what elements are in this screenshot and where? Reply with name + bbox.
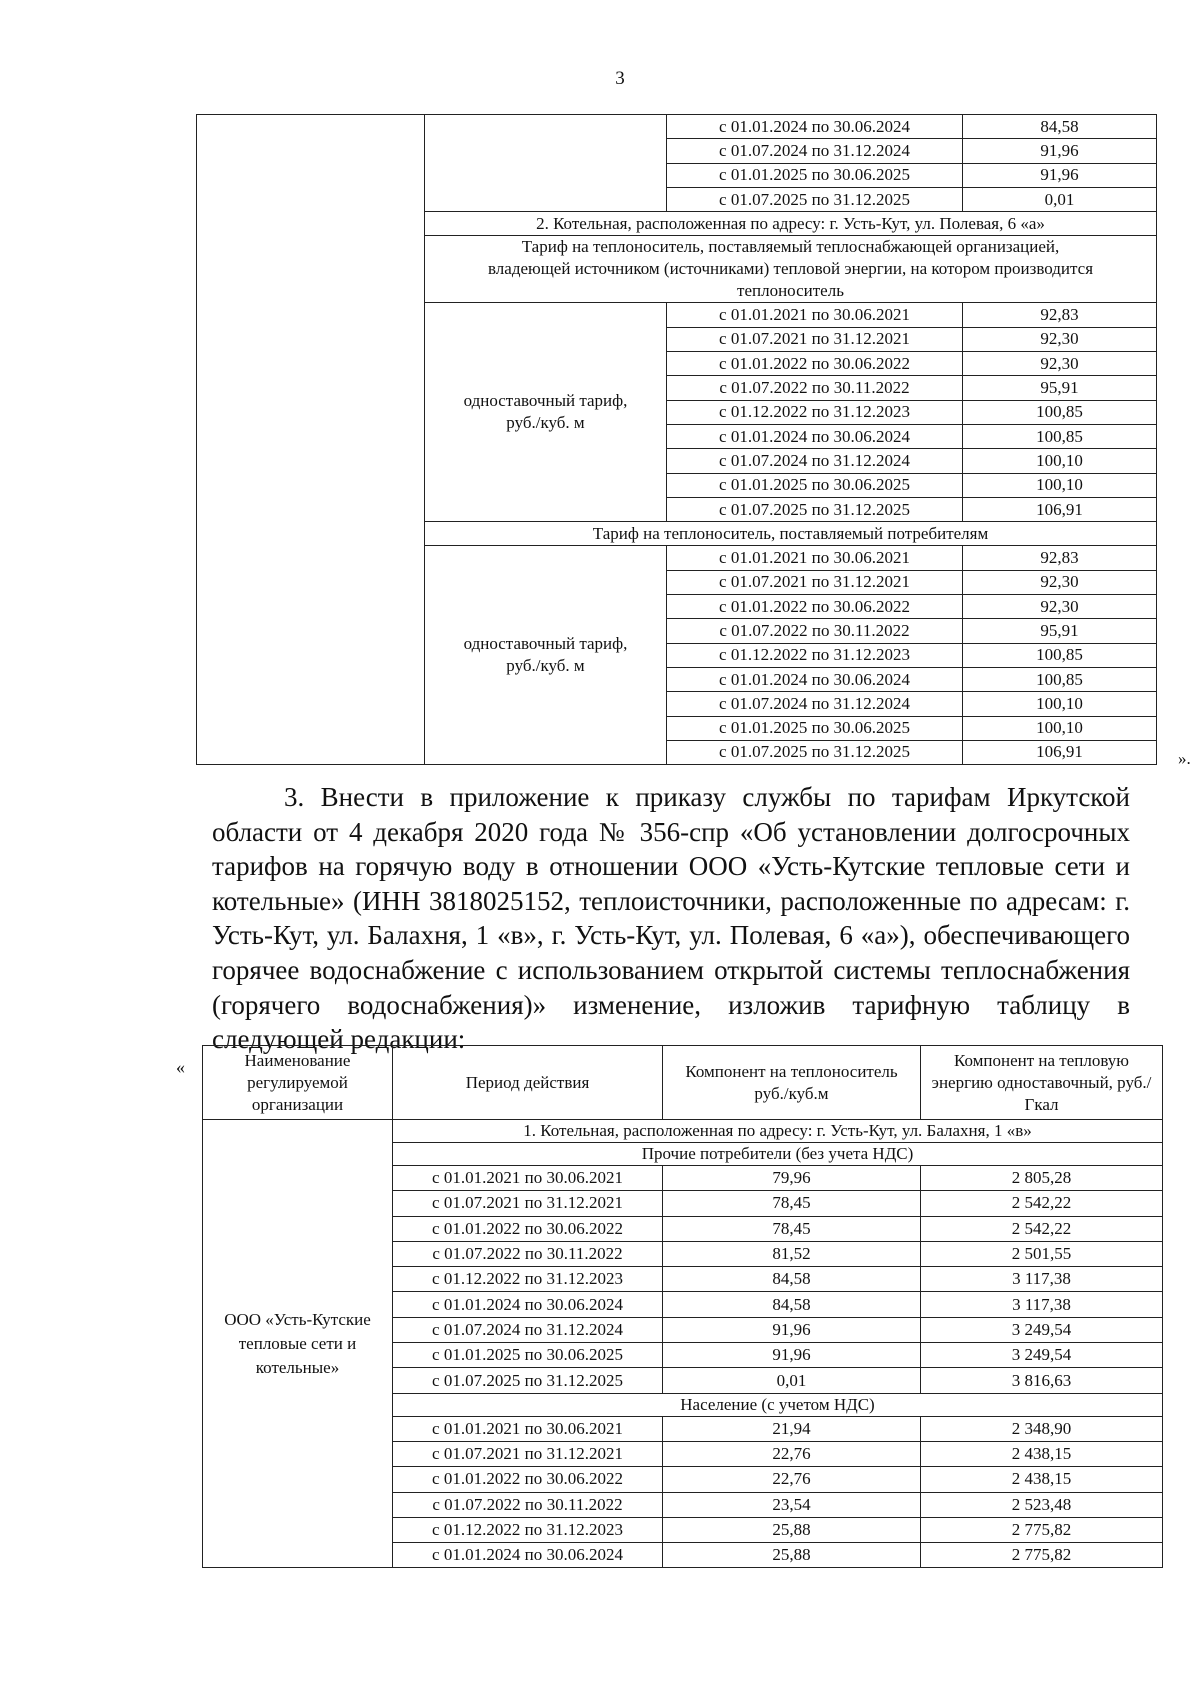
value-cell: 100,10 xyxy=(963,692,1157,716)
hot-water-tariff-table xyxy=(202,1045,1163,1568)
period-cell: с 01.12.2022 по 31.12.2023 xyxy=(393,1517,663,1542)
period-cell: с 01.01.2025 по 30.06.2025 xyxy=(667,473,963,497)
opening-quote: « xyxy=(176,1057,185,1077)
value-cell: 100,85 xyxy=(963,400,1157,424)
carrier-cell: 78,45 xyxy=(663,1191,921,1216)
energy-cell: 2 501,55 xyxy=(921,1241,1163,1266)
value-cell: 91,96 xyxy=(963,139,1157,163)
carrier-cell: 25,88 xyxy=(663,1543,921,1568)
value-cell: 92,30 xyxy=(963,352,1157,376)
value-cell: 100,85 xyxy=(963,643,1157,667)
value-cell: 92,30 xyxy=(963,570,1157,594)
carrier-cell: 81,52 xyxy=(663,1241,921,1266)
value-cell: 84,58 xyxy=(963,115,1157,139)
org-name-cell: ООО «Усть-Кутские тепловые сети и котельные» xyxy=(203,1120,393,1568)
value-cell: 100,85 xyxy=(963,424,1157,448)
period-cell: с 01.12.2022 по 31.12.2023 xyxy=(393,1267,663,1292)
tariff-table-continued xyxy=(196,114,1157,765)
group-2-title: Население (с учетом НДС) xyxy=(393,1393,1163,1416)
carrier-cell: 78,45 xyxy=(663,1216,921,1241)
period-cell: с 01.07.2021 по 31.12.2021 xyxy=(667,327,963,351)
period-cell: с 01.01.2024 по 30.06.2024 xyxy=(393,1292,663,1317)
carrier-cell: 22,76 xyxy=(663,1467,921,1492)
carrier-cell: 23,54 xyxy=(663,1492,921,1517)
paragraph-3 xyxy=(212,780,1130,1057)
value-cell: 100,85 xyxy=(963,667,1157,691)
energy-cell: 3 117,38 xyxy=(921,1292,1163,1317)
carrier-cell: 91,96 xyxy=(663,1343,921,1368)
period-cell: с 01.07.2022 по 30.11.2022 xyxy=(667,619,963,643)
value-cell: 92,83 xyxy=(963,546,1157,570)
energy-cell: 2 523,48 xyxy=(921,1492,1163,1517)
period-cell: с 01.07.2024 по 31.12.2024 xyxy=(393,1317,663,1342)
period-cell: с 01.07.2025 по 31.12.2025 xyxy=(393,1368,663,1393)
energy-cell: 2 542,22 xyxy=(921,1216,1163,1241)
energy-cell: 2 542,22 xyxy=(921,1191,1163,1216)
period-cell: с 01.01.2022 по 30.06.2022 xyxy=(667,595,963,619)
period-cell: с 01.07.2022 по 30.11.2022 xyxy=(667,376,963,400)
value-cell: 106,91 xyxy=(963,740,1157,764)
value-cell: 95,91 xyxy=(963,376,1157,400)
carrier-cell: 79,96 xyxy=(663,1166,921,1191)
energy-cell: 2 348,90 xyxy=(921,1416,1163,1441)
value-cell: 92,30 xyxy=(963,595,1157,619)
table-header-row xyxy=(203,1046,1163,1120)
header-period: Период действия xyxy=(393,1046,663,1120)
blank-org-cell xyxy=(197,115,425,765)
period-cell: с 01.01.2024 по 30.06.2024 xyxy=(667,424,963,448)
period-cell: с 01.01.2025 по 30.06.2025 xyxy=(667,163,963,187)
carrier-cell: 0,01 xyxy=(663,1368,921,1393)
period-cell: с 01.07.2025 по 31.12.2025 xyxy=(667,740,963,764)
period-cell: с 01.12.2022 по 31.12.2023 xyxy=(667,400,963,424)
period-cell: с 01.07.2021 по 31.12.2021 xyxy=(393,1191,663,1216)
value-cell: 100,10 xyxy=(963,449,1157,473)
value-cell: 91,96 xyxy=(963,163,1157,187)
header-org: Наименование регулируемой организации xyxy=(203,1046,393,1120)
energy-cell: 2 805,28 xyxy=(921,1166,1163,1191)
period-cell: с 01.01.2021 по 30.06.2021 xyxy=(667,546,963,570)
value-cell: 0,01 xyxy=(963,187,1157,211)
energy-cell: 3 117,38 xyxy=(921,1267,1163,1292)
period-cell: с 01.01.2021 по 30.06.2021 xyxy=(667,303,963,327)
section-2-title: 2. Котельная, расположенная по адресу: г. Усть-Кут, ул. Полевая, 6 «а» xyxy=(425,212,1157,236)
blank-label-cell xyxy=(425,115,667,212)
closing-quote: ». xyxy=(1178,749,1191,768)
period-cell: с 01.01.2024 по 30.06.2024 xyxy=(667,115,963,139)
block-2-header: Тариф на теплоноситель, поставляемый потребителям xyxy=(425,522,1157,546)
value-cell: 100,10 xyxy=(963,716,1157,740)
value-cell: 100,10 xyxy=(963,473,1157,497)
period-cell: с 01.01.2024 по 30.06.2024 xyxy=(393,1543,663,1568)
paragraph-3-text: 3. Внести в приложение к приказу службы по тарифам Иркутской области от 4 декабря 2020 года № 356-спр «Об установлении долгосрочных тарифов на горячую воду в отношении ООО «Усть-Кутские тепловые сети и котельные» (ИНН 3818025152, теплоисточники, расположенные по адресам: г. Усть-Кут, ул. Балахня, 1 «в», г. Усть-Кут, ул. Полевая, 6 «а»), обеспечивающего горячее водоснабжение с использованием открытой системы теплоснабжения (горячего водоснабжения)» изменение, изложив тарифную таблицу в следующей редакции: xyxy=(212,782,1130,1055)
period-cell: с 01.07.2021 по 31.12.2021 xyxy=(393,1441,663,1466)
value-cell: 92,83 xyxy=(963,303,1157,327)
period-cell: с 01.07.2021 по 31.12.2021 xyxy=(667,570,963,594)
carrier-cell: 22,76 xyxy=(663,1441,921,1466)
value-cell: 92,30 xyxy=(963,327,1157,351)
period-cell: с 01.01.2022 по 30.06.2022 xyxy=(667,352,963,376)
header-carrier: Компонент на теплоноситель руб./куб.м xyxy=(663,1046,921,1120)
period-cell: с 01.01.2022 по 30.06.2022 xyxy=(393,1467,663,1492)
tariff-label: одноставочный тариф, руб./куб. м xyxy=(425,303,667,522)
period-cell: с 01.01.2024 по 30.06.2024 xyxy=(667,667,963,691)
carrier-cell: 91,96 xyxy=(663,1317,921,1342)
period-cell: с 01.12.2022 по 31.12.2023 xyxy=(667,643,963,667)
energy-cell: 3 816,63 xyxy=(921,1368,1163,1393)
section-title-row xyxy=(203,1120,1163,1143)
group-1-title: Прочие потребители (без учета НДС) xyxy=(393,1143,1163,1166)
carrier-cell: 21,94 xyxy=(663,1416,921,1441)
period-cell: с 01.07.2024 по 31.12.2024 xyxy=(667,139,963,163)
table-row xyxy=(197,115,1157,139)
period-cell: с 01.01.2025 по 30.06.2025 xyxy=(393,1343,663,1368)
tariff-label: одноставочный тариф, руб./куб. м xyxy=(425,546,667,765)
energy-cell: 2 775,82 xyxy=(921,1517,1163,1542)
value-cell: 95,91 xyxy=(963,619,1157,643)
energy-cell: 2 438,15 xyxy=(921,1467,1163,1492)
page-number: 3 xyxy=(615,68,625,89)
period-cell: с 01.07.2024 по 31.12.2024 xyxy=(667,449,963,473)
energy-cell: 2 438,15 xyxy=(921,1441,1163,1466)
header-energy: Компонент на тепловую энергию одноставочный, руб./Гкал xyxy=(921,1046,1163,1120)
period-cell: с 01.07.2024 по 31.12.2024 xyxy=(667,692,963,716)
period-cell: с 01.07.2022 по 30.11.2022 xyxy=(393,1492,663,1517)
period-cell: с 01.01.2022 по 30.06.2022 xyxy=(393,1216,663,1241)
block-1-header: Тариф на теплоноситель, поставляемый теплоснабжающей организацией, владеющей источником (источниками) тепловой энергии, на котором производится теплоноситель xyxy=(425,236,1157,303)
period-cell: с 01.07.2022 по 30.11.2022 xyxy=(393,1241,663,1266)
carrier-cell: 84,58 xyxy=(663,1267,921,1292)
period-cell: с 01.01.2025 по 30.06.2025 xyxy=(667,716,963,740)
energy-cell: 2 775,82 xyxy=(921,1543,1163,1568)
period-cell: с 01.01.2021 по 30.06.2021 xyxy=(393,1416,663,1441)
period-cell: с 01.01.2021 по 30.06.2021 xyxy=(393,1166,663,1191)
period-cell: с 01.07.2025 по 31.12.2025 xyxy=(667,187,963,211)
value-cell: 106,91 xyxy=(963,497,1157,521)
energy-cell: 3 249,54 xyxy=(921,1317,1163,1342)
carrier-cell: 25,88 xyxy=(663,1517,921,1542)
section-1-title: 1. Котельная, расположенная по адресу: г. Усть-Кут, ул. Балахня, 1 «в» xyxy=(393,1120,1163,1143)
period-cell: с 01.07.2025 по 31.12.2025 xyxy=(667,497,963,521)
energy-cell: 3 249,54 xyxy=(921,1343,1163,1368)
carrier-cell: 84,58 xyxy=(663,1292,921,1317)
